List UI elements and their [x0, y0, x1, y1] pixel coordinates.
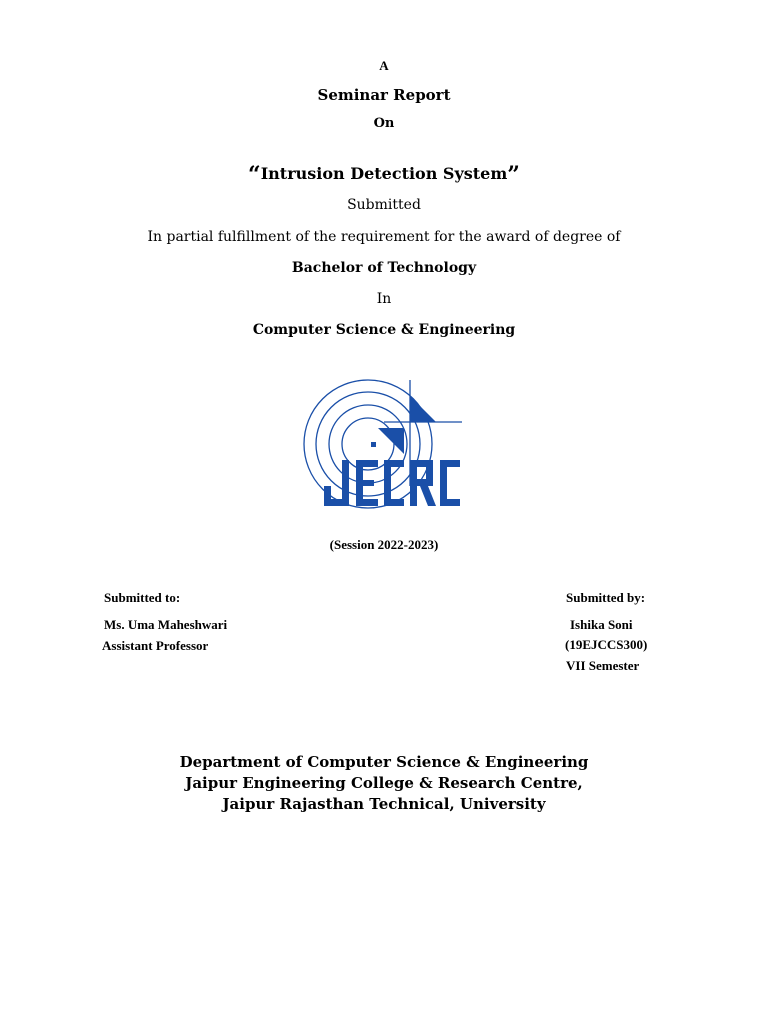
cover-line-in: In [376, 291, 392, 307]
title-open-quote: “ [248, 162, 261, 188]
student-name: Ishika Soni [570, 617, 633, 632]
student-semester: VII Semester [566, 658, 640, 673]
title-text: Intrusion Detection System [260, 164, 508, 183]
degree-name: Bachelor of Technology [291, 260, 477, 276]
college-name: Jaipur Engineering College & Research Centre, [185, 774, 583, 792]
title-close-quote: ” [507, 162, 520, 188]
department-name: Department of Computer Science & Engineering [179, 753, 589, 771]
submitted-by-label: Submitted by: [566, 590, 646, 605]
cover-line-on: On [373, 116, 395, 131]
jecrc-logo-icon [300, 368, 468, 518]
university-name: Jaipur Rajasthan Technical, University [222, 795, 546, 813]
submitted-to-label: Submitted to: [104, 590, 181, 605]
student-roll-number: (19EJCCS300) [565, 637, 648, 652]
submitted-line: Submitted [347, 197, 421, 213]
session-text: (Session 2022-2023) [329, 537, 439, 552]
cover-line-a: A [379, 58, 389, 73]
guide-designation: Assistant Professor [102, 638, 209, 653]
fulfillment-line: In partial fulfillment of the requirement for the award of degree of [147, 229, 621, 245]
report-type: Seminar Report [317, 86, 451, 104]
guide-name: Ms. Uma Maheshwari [104, 617, 228, 632]
branch-name: Computer Science & Engineering [252, 322, 516, 338]
report-title [0, 159, 768, 188]
